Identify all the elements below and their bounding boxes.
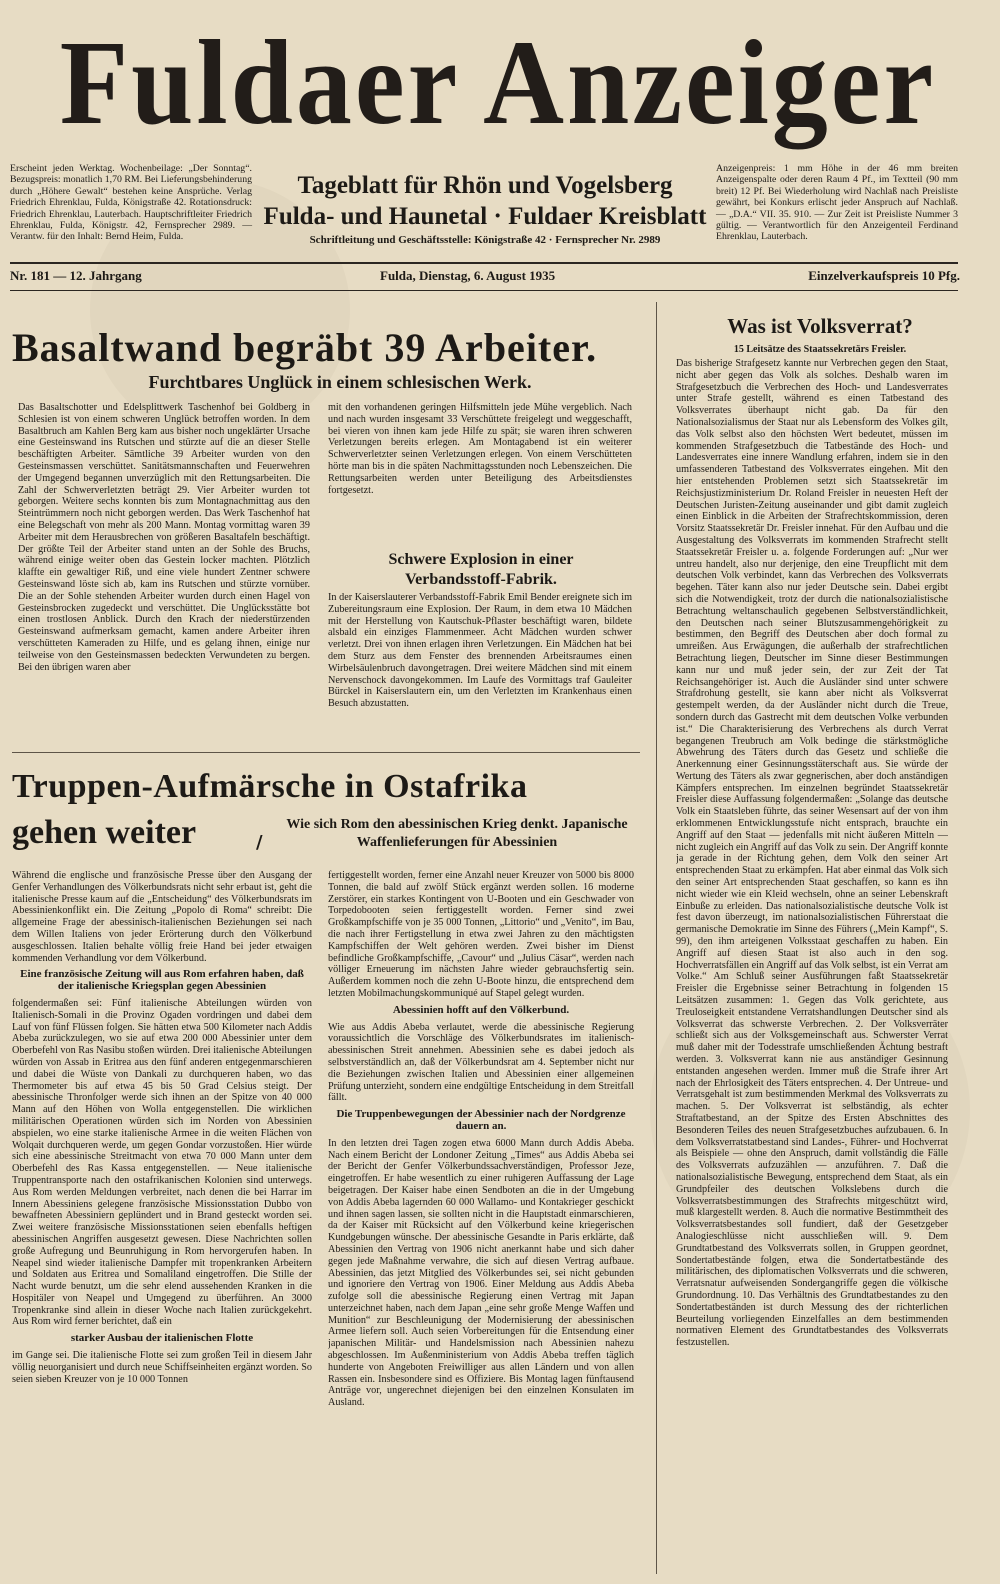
issue-number: Nr. 181 — 12. Jahrgang (10, 268, 142, 283)
article-volksverrat: Das bisherige Strafgesetz kannte nur Verbrechen gegen den Staat, nicht aber gegen das Volk als solches. Deshalb waren im Strafgesetzbuch die Verbrechen des Hoch- und Landesverrates unter Strafe gestellt, während es einen Tatbestand des Volksverrates überhaupt nicht gab. Da für den Nationalsozialismus der Staat nur als Lebensform des Volkes gilt, das Volk selbst also den höchsten Wert bedeutet, müssen im kommenden Strafgesetzbuch die Tatbestände des Hoch- und Landesverrates eine innere Wandlung erfahren, indem sie in den umfassenderen Tatbestand des Volksverrates eingehen. Mit den hier entstehenden Problemen setzt sich Staatssekretär im Reichsjustizministerium Dr. Roland Freisler in neuesten Heft der Deutschen Juristen-Zeitung auseinander und gibt damit zugleich einen Einblick in die Arbeiten der Strafrechtskommission, deren Vorsitz Staatssekretär Dr. Freisler innehat. Für den Aufbau und die Ausgestaltung des Volksverrats im kommenden Strafrecht stellt Staatssekretär Freisler u. a. folgende Forderungen auf: „Nur wer untreu handelt, also nur derjenige, den eine Treupflicht mit dem deutschen Volk verbindet, kann das Verbrechen des Volksverrats begehen. Täter kann also nur jeder Deutsche sein. Dabei ergibt sich die Notwendigkeit, trotz der durch die nationalsozialistische Betrachtung weltanschaulich gegebenen Selbstverständlichkeit, den Deutschen nach seiner Blutszusammengehörigkeit zu bestimmen, den Begriff des Deutschen aber doch formal zu umreißen. Aus Erwägungen, die außerhalb der strafrechtlichen Betrachtung liegen, Deutscher im Sinne dieser Bestimmungen kann nur und muß jeder sein, der zur Zeit der Tat Reichsangehöriger ist. Auch die Ausländer sind unter schwere Strafdrohung gestellt, sie kann aber nicht als Volksverrat gestempelt werden, da der Ausländer nicht durch die Treue, sondern durch das Gastrecht mit dem deutschen Volke verbunden ist.“ Die Charakterisierung des Verbrechens als durch Verrat begangenen Treubruch am Volk bedinge die stärkstmögliche Abwehrung des Täters durch das Gesetz und schließe die Anerkennung einer Gesinnungsstäterschaft aus. Sie würde der Wertung des Täters als zwar gegnerischen, aber doch anständigen Kämpfers entsprechen. Im einzelnen begründet Staatssekretär Freisler diese Auffassung folgendermaßen: „Solange das deutsche Volk ein Staatsleben führte, das seiner Wesensart auf der von ihm erklommenen Entwicklungsstufe nicht entsprach, brauchte ein Angriff auf den Staat — jedenfalls mit nicht äußeren Mitteln — nicht zugleich ein Angriff auf das Volk zu sein. Der Angriff konnte ja gerade in der Richtung gehen, dem Volk den seiner Art entsprechenden Staat zu erkämpfen. Hat aber einmal das Volk sich den seiner Art entsprechenden Staat geschaffen, so kann es ihn nicht wieder wie ein Kleid wechseln, ohne an seiner Lebenskraft Einbuße zu erleiden. Das nationalsozialistische deutsche Volk ist fest davon überzeugt, im nationalsozialistischen Führerstaat die germanische Demokratie im Sinne des Führers („Mein Kampf“, S. 99), den ihm arteigenen Volksstaat geschaffen zu haben. Ein Angriff auf diesen Staat ist also auch in den sog. Hochverratsfällen ein Angriff auf das Volk selbst, ist ein Verrat am Volke.“ Am Schluß seiner Ausführungen faßt Staatssekretär Freisler die Ergebnisse seiner Betrachtung in folgenden 15 Leitsätzen zusammen: 1. Gegen das Volk gerichtete, aus Treuloseigkeit entstandene Verratshandlungen Deutscher sind als Volksverrat das schwerste Verbrechen. 2. Der Volksverräter schließt sich aus der Volksgemeinschaft aus. Schwerster Verrat muß daher mit der Todesstrafe umschließenden Ächtung bestraft werden. 3. Volksverrat kann nie aus anständiger Gesinnung entstanden angesehen werden. Immer muß die Strafe ihrer Art nach der Ehrlosigkeit des Täters entsprechen. 4. Der Untreue- und Verratsgehalt ist zum bestimmenden Merkmal des Volksverrats zu machen. 5. Der Volksverrat ist selbständig, als echter Straftatbestand, an der Spitze des Ersten Abschnittes des Besonderen Teiles des neuen Strafgesetzbuches aufzubauen. 6. In dem Volksverratstatbestand sind Landes-, Führer- und Hochverrat als Beispiele — ohne den Anspruch, damit vollständig die Fälle des Volksverrats aufzuzählen — anzuführen. 7. Daß die nationalsozialistische Bewegung, entsprechend dem Staat, als ein Grundpfeiler des deutschen Volkslebens durch die Volksverratsbestimmungen des Strafrechts mitgeschützt wird, muß klargestellt werden. 8. Auch die normative Bestimmtheit des Volksverratsbestandes soll fundiert, daß der Gesetzgeber Analogieschlüsse nicht ausschließen will. 9. Dem Grundtatbestand des Volksverrats sollen, in Gruppen geordnet, Sondertatbestände folgen, etwa die Sondertatbestände des militärischen, des diplomatischen Volksverrats und die schweren, Verratsnatur aufweisenden Sondergangriffe gegen die völkische Grundordnung. 10. Das Verhältnis des Grundtatbestandes zu den Sondertatbeständen ist durch Messung des der richterlichen Beurteilung vorliegenden Einzelfalles an dem bestimmenden normativen Element des Grundtatbestandes des Volksverrats festzustellen. (676, 358, 948, 1349)
subheadline-volksverrat: 15 Leitsätze des Staatssekretärs Freisler. (733, 344, 907, 355)
publication-info: Erscheint jeden Werktag. Wochenbeilage: „Der Sonntag“. Bezugspreis: monatlich 1,70 RM. Bei Lieferungsbehinderung durch „Höhere Gewalt“ bestehen keine Ansprüche. Verlag Friedrich Ehrenklau, Fulda, Königstraße 42. Rotationsdruck: Friedrich Ehrenklau, Lauterbach. Hauptschriftleiter Friedrich Ehrenklau, Fulda, Königstr. 42, Fernsprecher 2989. — Verantw. für den Inhalt: Bernd Heim, Fulda. (10, 163, 252, 243)
masthead-subtitle (260, 170, 710, 232)
article-basaltwand-col1: Das Basaltschotter und Edelsplittwerk Taschenhof bei Goldberg in Schlesien ist von einem schweren Unglück betroffen worden. In dem Basaltbruch am Kahlen Berg kam aus bisher noch ungeklärter Ursache eine Gesteinswand ins Rutschen und stürzte auf die an dieser Stelle beschäftigten Arbeiter. Sämtliche 39 Arbeiter wurden von den Gesteinsmassen verschüttet. Sanitätsmannschaften und Feuerwehren der Umgegend begannen unverzüglich mit den Rettungsarbeiten. Die Zahl der Schwerverletzten beträgt 29. Vier Arbeiter wurden tot geborgen. Weitere sechs konnten bis zum Montagnachmittag aus den Steintrümmern noch nicht geborgen werden. Das Werk Taschenhof hat eine Belegschaft von mehr als 200 Mann. Montag vormittag waren 39 Arbeiter mit dem Herausbrechen von größeren Basaltafeln beschäftigt. Der größte Teil der Arbeiter stand unten an der Sohle des Bruchs, während einige weiter oben das Gestein locker machten. Plötzlich klaffte ein gewaltiger Riß, und eine viele hundert Zentner schwere Gesteinswand löste sich ab, kam ins Rutschen und stürzte vornüber. Die an der Sohle stehenden Arbeiter wurden durch einen Hagel von Gesteinsbrocken zugedeckt und verschüttet. Die Unglücksstätte bot einen trostlosen Anblick. Durch den Krach der niederstürzenden Gesteinswand aufmerksam gemacht, kamen andere Arbeiter ihren verschütteten Kameraden zu Hilfe, und es gelang ihnen, einige nur teilweise von den Gesteinsmassen bedeckten Verwundeten zu bergen. Bei den übrigen waren aber (18, 402, 310, 673)
header-rule-top (10, 262, 958, 264)
headline-explosion: Schwere Explosion in einer Verbandsstoff-Fabrik. (388, 551, 574, 588)
header-rule-bottom (10, 290, 958, 291)
article-basaltwand-col2: mit den vorhandenen geringen Hilfsmitteln jede Mühe vergeblich. Nach und nach wurden insgesamt 33 Verschüttete freigelegt und weggeschafft, bei vieren von ihnen kam jede Hilfe zu spät; sie waren ihren schweren Verletzungen bereits erlegen. Am Montagabend ist ein weiterer Schwerverletzter seinen Verletzungen erlegen. Von einem Verschütteten hörte man bis in die späten Nachmittagsstunden noch Lebenszeichen. Die Rettungsarbeiten werden unter Beteiligung des Arbeitsdienstes fortgesetzt. (328, 402, 632, 496)
truppen-col2-body: fertiggestellt worden, ferner eine Anzahl neuer Kreuzer von 5000 bis 8000 Tonnen, die bald auf zwölf Stück ergänzt werden sollen. 16 moderne Zerstörer, ein starkes Kontingent von U-Booten und ein Geschwader von Torpedobooten seien fertiggestellt worden. Ferner sind zwei Großkampfschiffe von je 35 000 Tonnen, „Littorio“ und „Venito“, im Bau, die nach ihrer Fertigstellung in etwa zwei Jahren zu den mächtigsten Kampfschiffen der Welt gehören werden. Zwei bisher im Dienst befindliche Großkampfschiffe, „Cavour“ und „Julius Cäsar“, werden nach völliger Erneuerung im nächsten Jahre wieder gebrauchsfertig sein. Außerdem kommen noch die zehn U-Boote hinzu, die entsprechend dem letzten Mobilmachungskommuniqué auf Stapel gelegt wurden. (328, 870, 634, 999)
truppen-col2-section-head: Abessinien hofft auf den Völkerbund. (392, 1003, 570, 1016)
advert-price-info: Anzeigenpreis: 1 mm Höhe in der 46 mm breiten Anzeigenspalte oder deren Raum 4 Pf., im Textteil (90 mm breit) 12 Pf. Bei Wiederholung wird Nachlaß nach Preisliste gewährt, bei Konkurs erlischt jeder Anspruch auf Nachlaß. — „D.A.“ VII. 35. 910. — Zur Zeit ist Preisliste Nummer 3 gültig. — Verantwortlich für den Anzeigenteil Ferdinand Ehrenklau, Lauterbach. (716, 163, 958, 243)
subtitle-line-2: Fulda- und Haunetal · Fuldaer Kreisblatt (263, 203, 707, 230)
truppen-col2-body3: In den letzten drei Tagen zogen etwa 6000 Mann durch Addis Abeba. Nach einem Bericht der Londoner Zeitung „Times“ aus Addis Abeba sei der Bericht der Genfer Völkerbundssachverständigen, Professor Jeze, eingetroffen. Er habe wesentlich zu einer ruhigeren Auffassung der Lage beigetragen. Der Kaiser habe einen Sendboten an die in der Umgebung von Addis Abeba lagernden 60 000 Wallamo- und Kontakrieger geschickt und ihnen sagen lassen, sie sollten nicht in die Hauptstadt einmarschieren, da der Kaiser mit Rücksicht auf den Völkerbund keine kriegerischen Kundgebungen wünsche. Der abessinische Gesandte in Paris erklärte, daß Abessinien den Vertrag von 1906 nicht anerkannt habe und sich daher gegen jede Maßnahme verwahre, die sich auf diesen Vertrag aufbaue. Abessinien, das jetzt Mitglied des Völkerbundes sei, sei nicht gebunden und ignoriere den Vertrag von 1906. Einer Meldung aus Addis Abeba zufolge soll die abessinische Regierung einen Vertrag mit Japan unterzeichnet haben, nach dem Japan „eine sehr große Menge Waffen und Munition“ zur Beschleunigung der Modernisierung der abessinischen Armee liefern soll. Auch seien Vorbereitungen für die Entsendung einer japanischen Militär- und Handelsmission nach Abessinien nahezu abgeschlossen. Im Außenministerium von Addis Abeba treffen täglich hunderte von Angeboten Freiwilliger aus allen Ländern und von allen Rassen ein. Insbesondere sind es Offiziere. Bis Montag lagen fünftausend Anträge vor, ungerechnet diejenigen bei den einzelnen Konsulaten im Ausland. (328, 1137, 634, 1409)
subheadline-truppen: Wie sich Rom den abessinischen Krieg denkt. Japanische Waffenlieferungen für Abessinien (286, 817, 628, 850)
column-separator (656, 302, 657, 1574)
issue-price: Einzelverkaufspreis 10 Pfg. (808, 268, 960, 283)
contact-line: Schriftleitung und Geschäftsstelle: Königstraße 42 · Fernsprecher Nr. 2989 (309, 234, 661, 246)
subheadline-basaltwand: Furchtbares Unglück in einem schlesischen Werk. (148, 372, 532, 392)
article-truppen-col2 (328, 870, 634, 1574)
headline-slash: / (256, 832, 263, 853)
truppen-col2-body2: Wie aus Addis Abeba verlautet, werde die abessinische Regierung voraussichtlich die Vorschläge des Völkerbundsrates im italienisch-abessinischen Streit annehmen. Abessinien sehe es dabei jedoch als selbstverständlich an, daß der Völkerbundsrat am 4. September nicht nur die Beziehungen zwischen Italien und Abessinien einer allgemeinen Prüfung unterzieht, sondern eine endgültige Entscheidung in dem Streitfall fällt. (328, 1021, 634, 1104)
section-divider (12, 752, 640, 753)
article-explosion: In der Kaiserslauterer Verbandsstoff-Fabrik Emil Bender ereignete sich im Zubereitungsraum eine Explosion. Der Raum, in dem etwa 10 Mädchen mit der Herstellung von Kautschuk-Pflaster beschäftigt waren, bildete alsbald ein einziges Flammenmeer. Acht Mädchen wurden schwer verletzt. Drei von ihnen erlagen ihren Verletzungen. Ein Mädchen hat bei dem Sturz aus dem Fenster des brennenden Arbeitsraumes einen Wirbelsäulenbruch davongetragen. Drei weitere Mädchen sind mit einem Nervenschock davongekommen. Im Laufe des Vormittags traf Gauleiter Bürckel in Kaiserslautern ein, um den Verletzten im Krankenhaus einen Besuch abzustatten. (328, 592, 632, 710)
headline-basaltwand: Basaltwand begräbt 39 Arbeiter. (12, 325, 598, 370)
truppen-section-head-2: starker Ausbau der italienischen Flotte (70, 1332, 254, 1345)
issue-date: Fulda, Dienstag, 6. August 1935 (380, 268, 556, 283)
truppen-body: folgendermaßen sei: Fünf italienische Abteilungen würden von Italienisch-Somali in die Provinz Ogaden vordringen und dabei dem Lauf von fünf Flüssen folgen. Sie hätten etwa 500 Kilometer nach Addis Abeba zurückzulegen, wo sie auf etwa 200 000 Abessinier unter dem Oberbefehl von Ras Nasibu stoßen würden. Drei italienische Abteilungen würden von Assab in Eritrea aus den fünf anderen entgegenmarschieren und dabei die Wüste von Dankali zu durchqueren haben, wo das Thermometer bis auf etwa 45 bis 50 Grad Celsius steigt. Der abessinische Thronfolger werde sich ihnen an der Spitze von 40 000 Mann auf den Höhen von Wolla entgegenstellen. Die wirklichen militärischen Operationen würden sich im Norden von Abessinien abspielen, wo eine starke italienische Armee in die weiten Flächen von Wolqait durchqueren werde, um gegen Gondar vorzustoßen. Hier würde sich eine abessinische Streitmacht von etwa 70 000 Mann unter dem Oberbefehl des Ras Kassa entgegenstellen. — Neue italienische Truppentransporte nach den ostafrikanischen Kolonien sind unterwegs. Aus Rom werden Meldungen verbreitet, nach denen die bei Harrar im Innern Abessiniens gelegene französische Missionsstation Dubbo von bewaffneten Abessiniern geplündert und in Brand gesteckt worden sei. Zwei weitere französische Missionsstationen seien ebenfalls heftigen abessinischen Angriffen ausgesetzt gewesen. Diese Nachrichten sollen große Aufregung und Beunruhigung in Rom hervorgerufen haben. In Neapel sind wieder italienische Dampfer mit tropenkranken Arbeitern und Soldaten aus Eritrea und Somaliland eingetroffen. Die Stille der Nacht wurde benutzt, um die sehr elend aussehenden Kranken in die Hospitäler von Neapel und Umgegend zu überführen. An 3000 Tropenkranke sind allein in dieser Woche nach Italien zurückgekehrt. Aus Rom wird ferner berichtet, daß ein (12, 997, 312, 1328)
headline-volksverrat: Was ist Volksverrat? (727, 314, 913, 338)
masthead-title: Fuldaer Anzeiger (59, 16, 937, 150)
truppen-section-head: Eine französische Zeitung will aus Rom erfahren haben, daß der italienische Kriegsplan gegen Abessinien (20, 968, 304, 993)
subtitle-line-1: Tageblatt für Rhön und Vogelsberg (297, 172, 673, 199)
truppen-col2-section-head3: Die Truppenbewegungen der Abessinier nach der Nordgrenze dauern an. (336, 1108, 626, 1132)
headline-truppen-line2: gehen weiter (12, 814, 197, 851)
headline-truppen-line1: Truppen-Aufmärsche in Ostafrika (12, 768, 528, 805)
article-truppen-col1 (12, 870, 312, 1574)
truppen-intro: Während die englische und französische Presse über den Ausgang der Genfer Verhandlungen des Völkerbundsrats nicht sehr erbaut ist, geht die italienische Presse kaum auf die „Entscheidung“ des Völkerbundsrats im Abessinienkonflikt ein. Die Zeitung „Popolo di Roma“ schreibt: Die allgemeine Frage der abessinisch-italienischen Beziehungen sei nach dem Willen Italiens von jeder Erörterung durch den Völkerbund ausgeschlossen. Italien behalte völlig freie Hand bei jeder etwaigen kommenden Verhandlung vor dem Völkerbund. (12, 870, 312, 964)
truppen-tail: im Gange sei. Die italienische Flotte sei zum großen Teil in diesem Jahr völlig neuorganisiert und durch neue Schiffseinheiten ergänzt worden. So seien sieben Kreuzer von je 10 000 Tonnen (12, 1350, 312, 1385)
